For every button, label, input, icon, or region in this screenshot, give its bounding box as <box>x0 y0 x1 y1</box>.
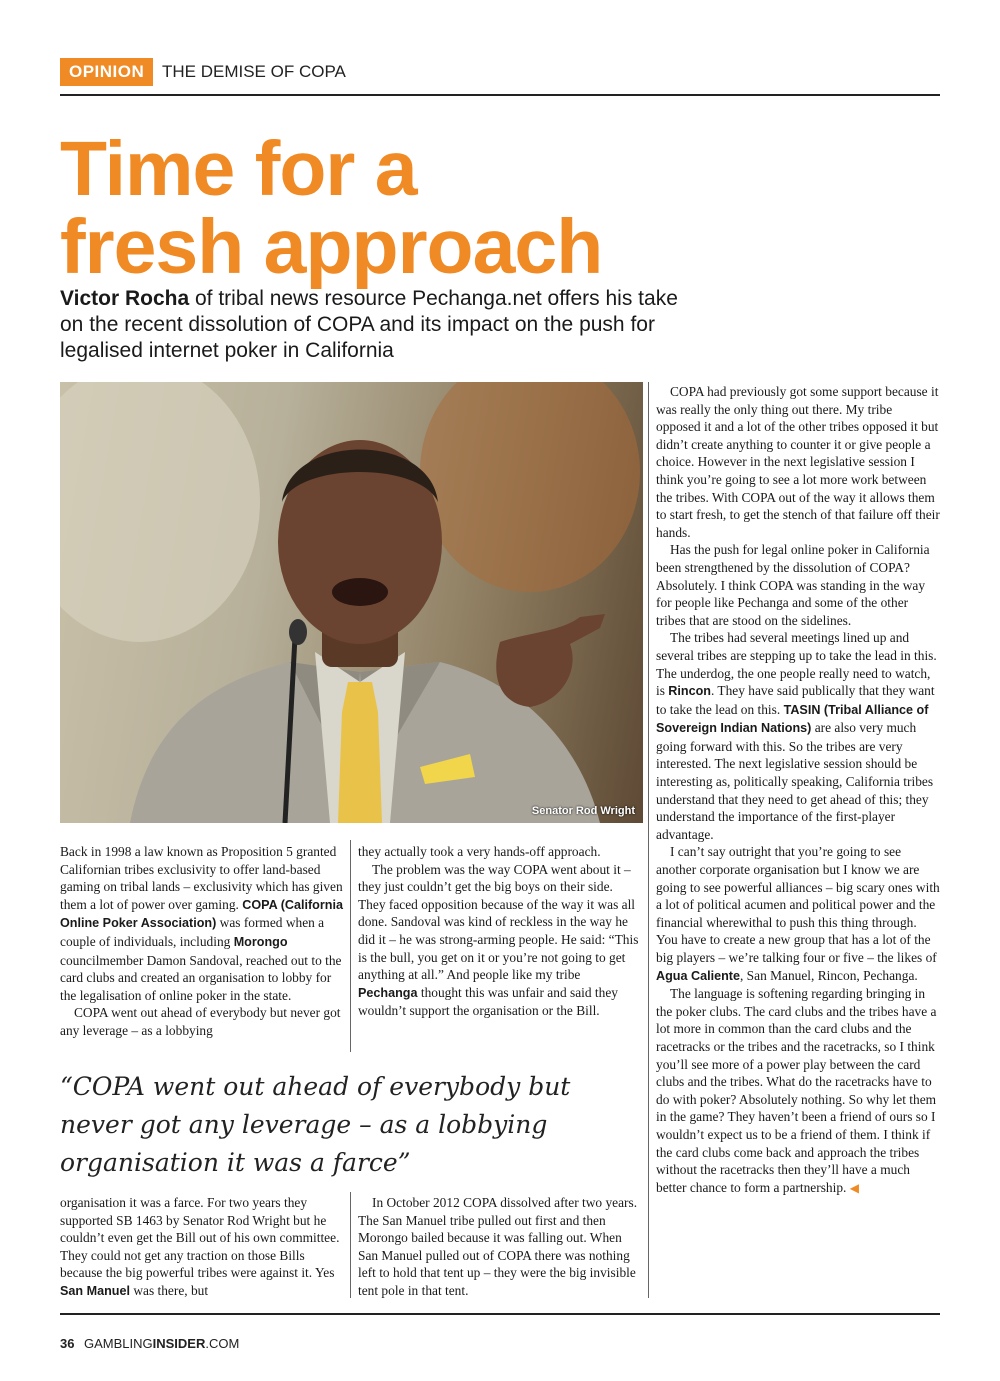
body-paragraph <box>60 843 343 1004</box>
site-bold: INSIDER <box>152 1336 206 1351</box>
body-paragraph <box>656 843 940 985</box>
text-run: Back in 1998 a law known as Proposition 5 granted Californian tribes exclusivity to offer land-based gaming on tribal lands – exclusivity which has given them a lot of power over gaming. <box>60 844 343 912</box>
body-column-1-upper <box>60 843 343 1040</box>
headline-line-2: fresh approach <box>60 204 603 290</box>
standfirst <box>60 286 680 364</box>
body-paragraph: In October 2012 COPA dissolved after two years. The San Manuel tribe pulled out first and then Morongo bailed because it was falling out. When San Manuel pulled out of COPA there was nothing left to hold that tent up – they were the big invisible tent pole in that tent. <box>358 1195 638 1298</box>
article-photo <box>60 382 643 823</box>
body-column-2-upper <box>358 843 641 1020</box>
body-column-1-lower <box>60 1194 343 1301</box>
body-paragraph: they actually took a very hands-off approach. <box>358 844 601 859</box>
section-tag: OPINION <box>60 58 153 86</box>
column-divider <box>648 382 649 1298</box>
text-run: thought this was unfair and said they wouldn’t support the organisation or the Bill. <box>358 984 618 1019</box>
highlight-tasin: TASIN (Tribal Alliance of Sovereign Indian Nations) <box>656 702 929 736</box>
body-paragraph <box>60 1194 343 1301</box>
footer-rule <box>60 1313 940 1315</box>
end-mark-icon: ◀ <box>849 1180 859 1195</box>
highlight-copa: COPA (California Online Poker Association) <box>60 897 343 931</box>
text-run: was formed when a couple of individuals, including <box>60 915 325 949</box>
page-number: 36 <box>60 1336 75 1351</box>
site-prefix: GAMBLING <box>84 1336 153 1351</box>
photo-caption: Senator Rod Wright <box>531 805 635 817</box>
text-run: The problem was the way COPA went about it – they just couldn’t get the big boys on their side. They faced opposition because of the way it was all done. Sandoval was kind of reckless in the way he did it – he was strong-arming people. He said: “This is the bull, you get on it or you’re not going to get anything at all.” And people like my tribe <box>358 861 639 983</box>
text-run: are also very much going forward with this. So the tribes are very interested. The next legislative session should be interesting as, politically speaking, California tribes understand that they need to get ahead of this; they understand the importance of the first-player advantage. <box>656 720 934 842</box>
standfirst-text: of tribal news resource Pechanga.net offers his take on the recent dissolution of COPA and its impact on the push for legalised internet poker in California <box>60 287 678 362</box>
text-run: The tribes had several meetings lined up and several tribes are stepping up to take the lead in this. The underdog, the one people really need to watch, is <box>656 630 937 699</box>
headline <box>60 126 920 290</box>
body-column-2-lower <box>358 1194 641 1300</box>
column-divider <box>350 1192 351 1298</box>
text-run: councilmember Damon Sandoval, reached out to the card clubs and created an organisation to lobby for the legalisation of online poker in the state. <box>60 952 342 1003</box>
text-run: The language is softening regarding bringing in the poker clubs. The card clubs and the tribes have a lot more in common than the card clubs and the racetracks or the tribes and the racetracks, so I think you’ll see more of a power play between the card clubs and the tribes. What do the racetracks have to do with poker? Absolutely nothing. So why let them in the game? They haven’t been a friend of ours so I wouldn’t expect us to be a friend of them. I think if the card clubs come back and approach the tribes without the racetracks then they’ll have a much better chance to form a partnership. <box>656 986 937 1195</box>
body-column-3 <box>656 383 940 1197</box>
highlight-agua-caliente: Agua Caliente <box>656 968 740 983</box>
senator-portrait-illustration <box>60 382 643 823</box>
site-name <box>84 1336 239 1351</box>
text-run: , San Manuel, Rincon, Pechanga. <box>739 967 918 983</box>
highlight-rincon: Rincon <box>668 684 711 699</box>
body-paragraph <box>358 861 641 1020</box>
body-paragraph: COPA went out ahead of everybody but never got any leverage – as a lobbying <box>60 1005 341 1038</box>
headline-line-1: Time for a <box>60 126 417 212</box>
body-paragraph <box>656 629 940 843</box>
text-run: I can’t say outright that you’re going to see another corporate organisation but I know we are going to see powerful alliances – big scary ones with a lot of political acumen and political power and the financial wherewithal to push this thing through. You have to create a new group that has a lot of the big players – we’re talking four or five – the likes of <box>656 844 940 965</box>
header-rule <box>60 94 940 96</box>
text-run: organisation it was a farce. For two years they supported SB 1463 by Senator Rod Wright but he couldn’t even get the Bill out of his own committee. They could not get any traction on those Bills because the big powerful tribes were against it. Yes <box>60 1195 340 1281</box>
text-run: . They have said publically that they want to take the lead on this. <box>656 683 935 717</box>
body-paragraph: COPA had previously got some support because it was really the only thing out there. My tribe opposed it and a lot of the other tribes opposed it but didn’t create anything to counter it or give people a choice. However in the next legislative session I think you’re going to see a lot more work between the tribes. With COPA out of the way it allows them to start fresh, to get the stench of that failure off their hands. <box>656 384 940 540</box>
highlight-morongo: Morongo <box>233 934 288 949</box>
pull-quote: “COPA went out ahead of everybody but never got any leverage – as a lobbying organisation it was a farce” <box>60 1072 571 1177</box>
body-paragraph <box>656 985 940 1197</box>
standfirst-author: Victor Rocha <box>60 287 190 310</box>
text-run: was there, but <box>129 1282 209 1298</box>
section-title: THE DEMISE OF COPA <box>162 62 346 81</box>
site-suffix: .COM <box>205 1336 240 1351</box>
highlight-pechanga: Pechanga <box>358 985 418 1000</box>
column-divider <box>350 840 351 1052</box>
highlight-san-manuel: San Manuel <box>60 1283 130 1298</box>
body-paragraph: Has the push for legal online poker in California been strengthened by the dissolution of COPA? Absolutely. I think COPA was standing in the way for people like Pechanga and some of the other tribes that are stood on the sidelines. <box>656 542 930 628</box>
